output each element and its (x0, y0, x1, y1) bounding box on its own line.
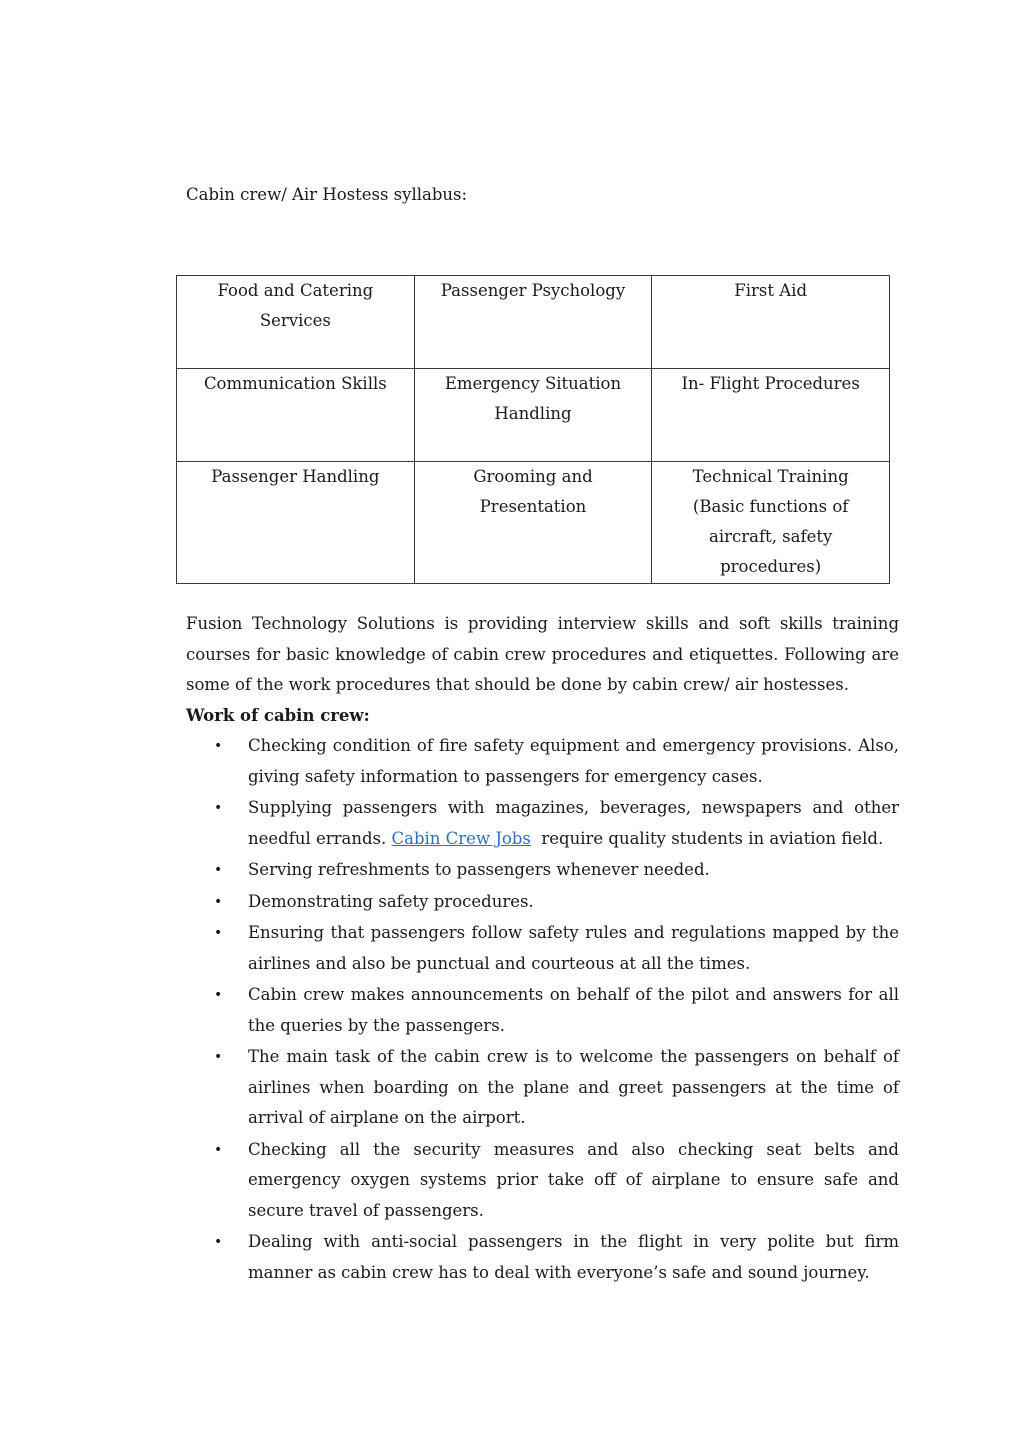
bullet-icon: • (214, 1049, 223, 1065)
list-item (186, 1135, 899, 1227)
table-cell: Emergency Situation Handling (414, 369, 652, 462)
bullet-icon: • (214, 862, 223, 878)
bullet-icon: • (214, 893, 223, 910)
bullet-icon: • (214, 1234, 223, 1250)
table-cell: Grooming and Presentation (414, 462, 652, 584)
syllabus-heading: Cabin crew/ Air Hostess syllabus: (186, 185, 468, 204)
list-item-text: Ensuring that passengers follow safety rules and regulations mapped by the airlines and also be punctual and courteous at all the times. (248, 923, 899, 973)
list-item-text: Serving refreshments to passengers whenever needed. (248, 860, 710, 879)
table-row (177, 369, 890, 462)
list-item (186, 887, 899, 918)
syllabus-table (176, 275, 890, 584)
list-item (186, 918, 899, 979)
list-item (186, 793, 899, 854)
table-cell: Communication Skills (177, 369, 415, 462)
bullet-icon: • (214, 738, 223, 754)
list-item-text: Dealing with anti-social passengers in the flight in very polite but firm manner as cabin crew has to deal with everyone’s safe and sound journey. (248, 1232, 899, 1282)
intro-paragraph: Fusion Technology Solutions is providing interview skills and soft skills training courses for basic knowledge of cabin crew procedures and etiquettes. Following are some of the work procedures that should be done by cabin crew/ air hostesses. (186, 614, 899, 694)
list-item (186, 855, 899, 886)
bullet-icon: • (214, 800, 223, 816)
body-text (186, 609, 899, 1289)
table-cell: Passenger Handling (177, 462, 415, 584)
table-cell: In- Flight Procedures (652, 369, 890, 462)
table-row (177, 276, 890, 369)
bullet-icon: • (214, 925, 223, 941)
list-item (186, 1042, 899, 1134)
bullet-icon: • (214, 987, 223, 1003)
bullet-icon: • (214, 1141, 223, 1158)
list-item (186, 1227, 899, 1288)
list-item-text: Checking all the security measures and also checking seat belts and emergency oxygen systems prior take off of airplane to ensure safe and secure travel of passengers. (248, 1139, 899, 1220)
list-item-text: Supplying passengers with magazines, beverages, newspapers and other needful errands. (248, 798, 899, 848)
table-cell: Food and Catering Services (177, 276, 415, 369)
list-item-text: The main task of the cabin crew is to welcome the passengers on behalf of airlines when boarding on the plane and greet passengers at the time of arrival of airplane on the airport. (248, 1047, 899, 1127)
cabin-crew-jobs-link[interactable]: Cabin Crew Jobs (391, 828, 531, 848)
list-item-text: require quality students in aviation field. (530, 828, 884, 848)
table-cell: Technical Training (Basic functions of aircraft, safety procedures) (652, 462, 890, 584)
list-item (186, 731, 899, 792)
table-cell: Passenger Psychology (414, 276, 652, 369)
tasks-list (186, 731, 899, 1288)
section-title: Work of cabin crew: (186, 705, 370, 725)
table-cell: First Aid (652, 276, 890, 369)
list-item (186, 980, 899, 1041)
table-row (177, 462, 890, 584)
list-item-text: Checking condition of fire safety equipment and emergency provisions. Also, giving safety information to passengers for emergency cases. (248, 736, 899, 786)
list-item-text: Demonstrating safety procedures. (248, 891, 534, 911)
list-item-text: Cabin crew makes announcements on behalf of the pilot and answers for all the queries by the passengers. (248, 985, 899, 1035)
